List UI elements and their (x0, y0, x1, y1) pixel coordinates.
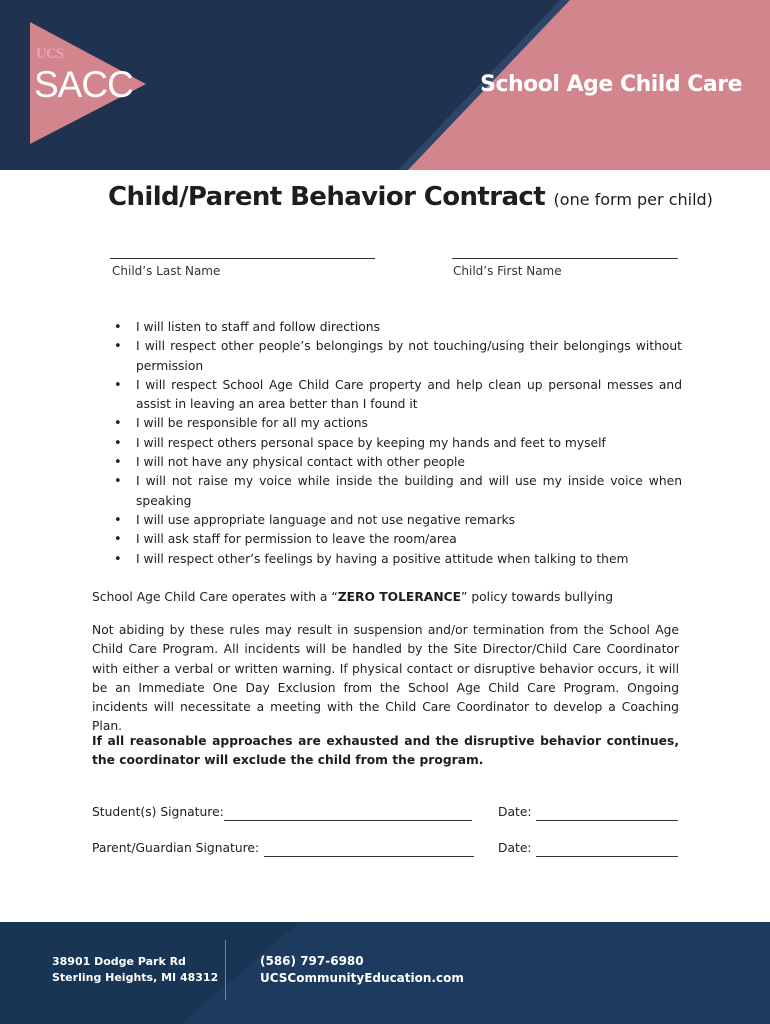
parent-signature-label: Parent/Guardian Signature: (92, 841, 260, 855)
rule-item: • I will respect others personal space by keeping my hands and feet to myself (92, 434, 682, 453)
logo-ucs-text: UCS (36, 46, 64, 62)
footer-bar (0, 922, 770, 1024)
policy-emphasis: ZERO TOLERANCE (337, 590, 462, 604)
footer-phone: (586) 797-6980 (260, 954, 364, 968)
parent-date-field[interactable] (536, 856, 678, 857)
rule-item: • I will not raise my voice while inside the building and will use my inside voice when speaking (92, 472, 682, 511)
rule-item: • I will respect School Age Child Care property and help clean up personal messes and assist in leaving an area better than I found it (92, 376, 682, 415)
parent-signature-row (92, 841, 682, 861)
header-title: School Age Child Care (480, 72, 742, 97)
document-title-main: Child/Parent Behavior Contract (108, 182, 546, 212)
document-title (108, 182, 713, 212)
rule-item: • I will be responsible for all my actions (92, 414, 682, 433)
footer-divider (225, 940, 226, 1000)
footer-address (52, 954, 218, 986)
policy-text-after: ” policy towards bullying (461, 590, 614, 604)
bullying-policy (92, 588, 679, 607)
footer-address-line1: 38901 Dodge Park Rd (52, 955, 186, 968)
student-date-field[interactable] (536, 820, 678, 821)
student-signature-label: Student(s) Signature: (92, 805, 224, 819)
final-warning: If all reasonable approaches are exhausted and the disruptive behavior continues, the coordinator will exclude the child from the program. (92, 734, 679, 768)
rule-item: • I will ask staff for permission to leave the room/area (92, 530, 682, 549)
parent-signature-field[interactable] (264, 856, 474, 857)
student-signature-field[interactable] (224, 820, 472, 821)
student-signature-row (92, 805, 682, 825)
rule-item: • I will respect other’s feelings by having a positive attitude when talking to them (92, 550, 682, 569)
last-name-label: Child’s Last Name (112, 264, 221, 278)
logo-sacc-text: SACC (34, 64, 133, 105)
footer-website-link[interactable]: UCSCommunityEducation.com (260, 971, 464, 985)
document-title-note: (one form per child) (553, 190, 713, 209)
header-banner (0, 0, 770, 170)
rule-item: • I will not have any physical contact with other people (92, 453, 682, 472)
first-name-label: Child’s First Name (453, 264, 562, 278)
parent-date-label: Date: (498, 841, 532, 855)
consequences-paragraph: Not abiding by these rules may result in suspension and/or termination from the School Age Child Care Program. All incidents will be handled by the Site Director/Child Care Coordinator with either a verbal or written warning. If physical contact or disruptive behavior occurs, it will be an Immediate One Day Exclusion from the School Age Child Care Program. Ongoing incidents will necessitate a meeting with the Child Care Coordinator to develop a Coaching Plan. (92, 623, 679, 734)
footer-address-line2: Sterling Heights, MI 48312 (52, 971, 219, 984)
policy-text-before: School Age Child Care operates with a “ (92, 590, 338, 604)
rule-item: • I will listen to staff and follow directions (92, 318, 682, 337)
rule-item: • I will use appropriate language and not use negative remarks (92, 511, 682, 530)
footer-contact (260, 953, 464, 987)
student-date-label: Date: (498, 805, 532, 819)
rule-item: • I will respect other people’s belongings by not touching/using their belongings without permission (92, 337, 682, 376)
last-name-field[interactable] (110, 258, 375, 259)
first-name-field[interactable] (452, 258, 678, 259)
rules-list (92, 318, 682, 569)
